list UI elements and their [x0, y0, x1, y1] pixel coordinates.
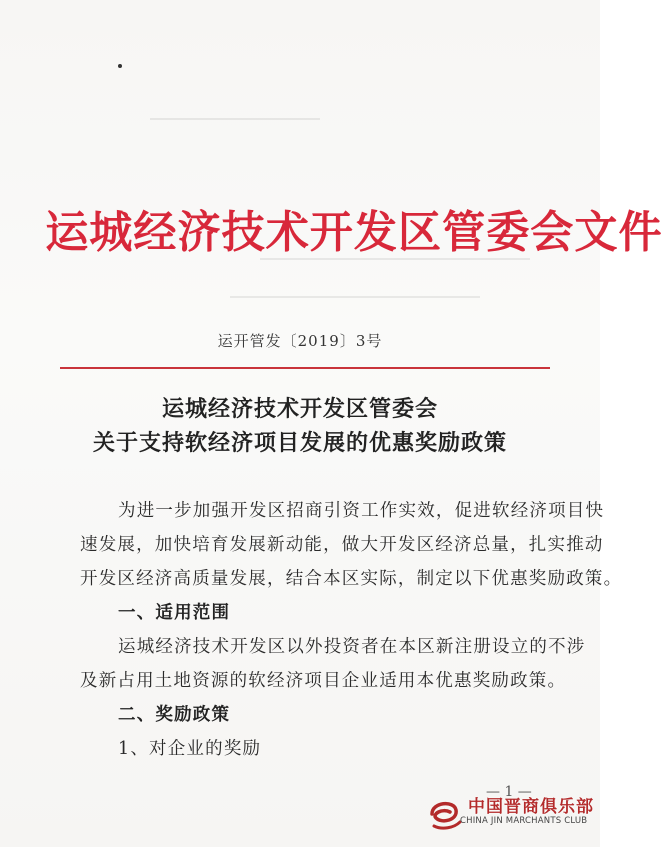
page-number: — 1 — — [486, 784, 532, 800]
watermark-en-text: CHINA JIN MARCHANTS CLUB — [460, 816, 588, 826]
document-number: 运开管发〔2019〕3号 — [217, 332, 383, 350]
document-title-line-2: 关于支持软经济项目发展的优惠奖励政策 — [92, 430, 507, 456]
intro-paragraph-line: 速发展，加快培育发展新动能，做大开发区经济总量，扎实推动 — [80, 535, 604, 555]
section-1-paragraph-line: 及新占用土地资源的软经济项目企业适用本优惠奖励政策。 — [80, 671, 567, 691]
watermark-cn-text: 中国晋商俱乐部 — [468, 797, 594, 817]
bleed-through-mark — [230, 296, 480, 298]
section-2-subheading-1: 1、对企业的奖励 — [118, 739, 262, 759]
scan-speck — [118, 64, 122, 68]
section-2-heading: 二、奖励政策 — [118, 705, 231, 725]
red-header-title: 运城经济技术开发区管委会文件 — [45, 207, 663, 258]
intro-paragraph-line: 开发区经济高质量发展，结合本区实际，制定以下优惠奖励政策。 — [80, 569, 623, 589]
bleed-through-mark — [150, 118, 320, 120]
section-1-paragraph-line: 运城经济技术开发区以外投资者在本区新注册设立的不涉 — [118, 637, 586, 657]
red-divider-line — [60, 367, 550, 369]
document-title-line-1: 运城经济技术开发区管委会 — [161, 396, 438, 422]
section-1-heading: 一、适用范围 — [118, 603, 231, 623]
intro-paragraph-line: 为进一步加强开发区招商引资工作实效，促进软经济项目快 — [118, 501, 605, 521]
jinshang-club-logo-icon — [424, 792, 466, 832]
watermark — [424, 790, 594, 840]
